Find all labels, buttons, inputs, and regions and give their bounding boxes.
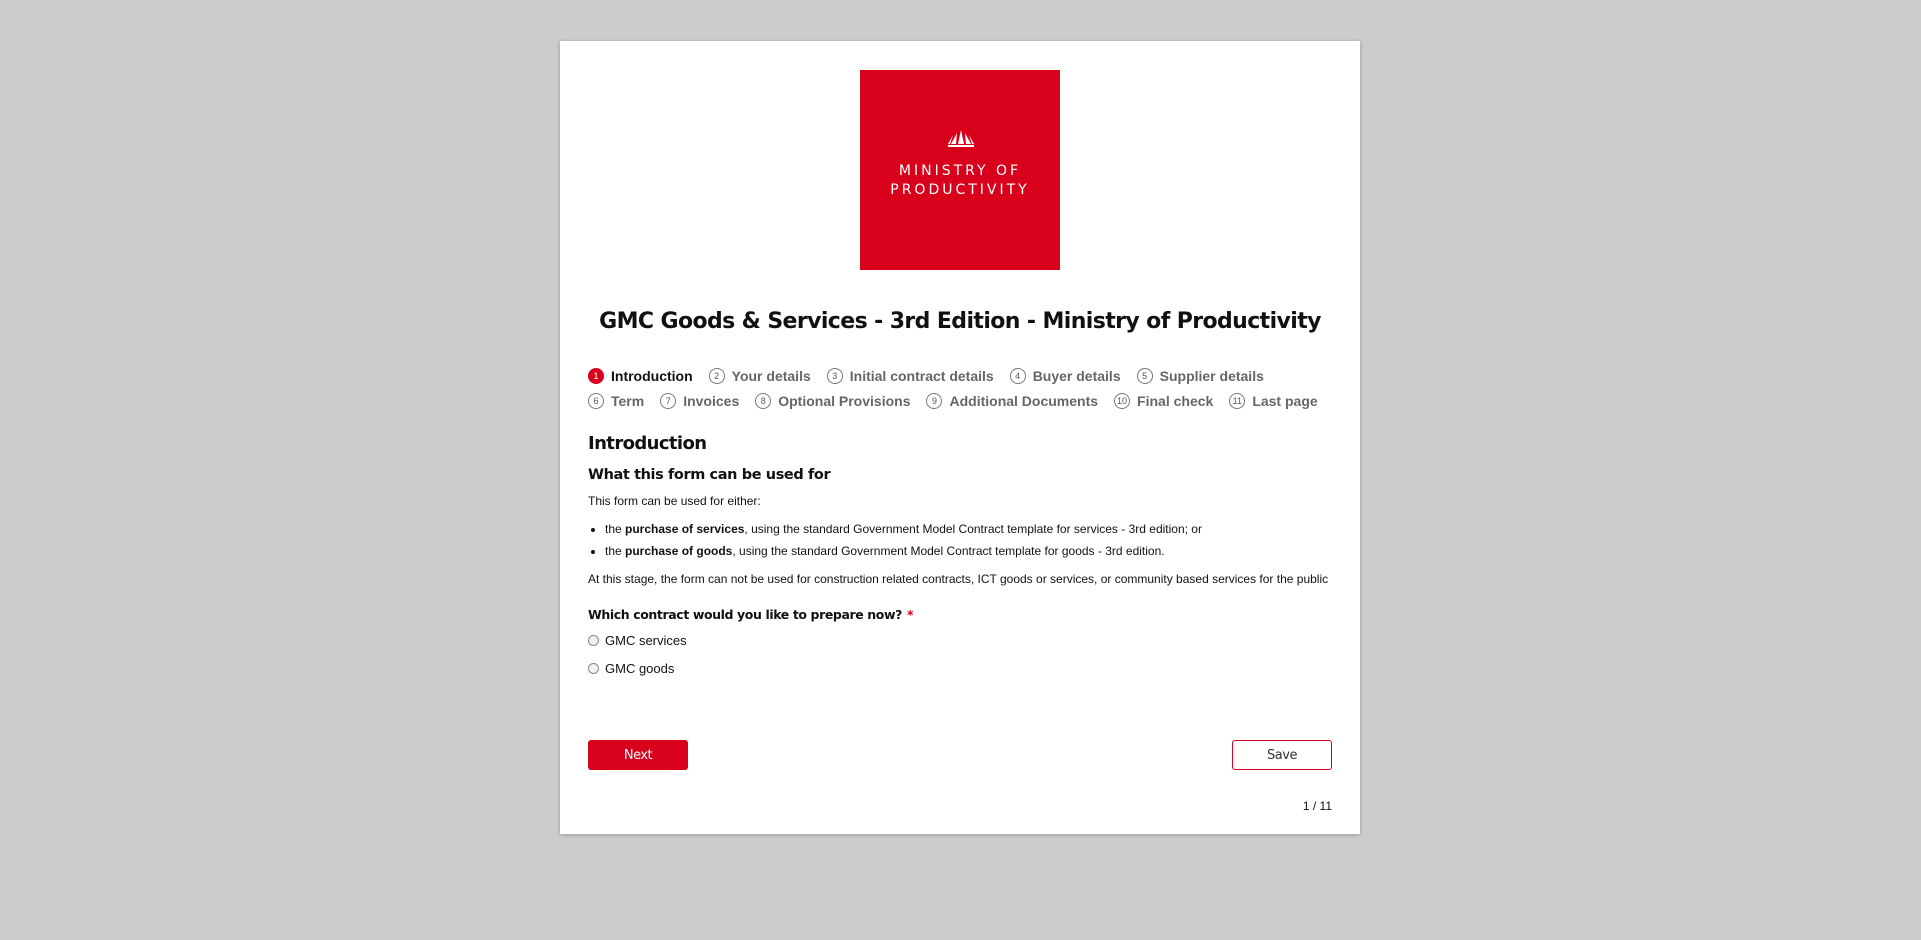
ministry-emblem-icon <box>948 130 974 150</box>
bullet-pre: the <box>605 544 626 558</box>
radio-button[interactable] <box>588 635 599 646</box>
step-introduction[interactable] <box>588 366 693 386</box>
intro-note: At this stage, the form can not be used for construction related contracts, ICT goods or services, or community based services for the public <box>588 572 1329 586</box>
step-supplier-details[interactable] <box>1137 366 1264 386</box>
option-gmc-services[interactable] <box>588 630 1338 650</box>
bullet-post: , using the standard Government Model Contract template for goods - 3rd edition. <box>732 544 1165 558</box>
step-label: Supplier details <box>1159 368 1264 384</box>
option-label[interactable]: GMC goods <box>605 660 675 676</box>
intro-lead: This form can be used for either: <box>588 494 761 508</box>
step-invoices[interactable] <box>660 391 739 411</box>
form-card <box>560 41 1360 834</box>
required-marker: * <box>907 607 914 622</box>
step-initial-contract-details[interactable] <box>827 366 994 386</box>
step-number: 9 <box>926 393 942 409</box>
step-buyer-details[interactable] <box>1010 366 1121 386</box>
step-label: Last page <box>1252 393 1318 409</box>
bullet-pre: the <box>605 522 626 536</box>
step-label: Initial contract details <box>849 368 994 384</box>
step-label: Final check <box>1137 393 1214 409</box>
section-subheading: What this form can be used for <box>588 467 831 483</box>
step-number: 3 <box>827 368 843 384</box>
question-label: Which contract would you like to prepare now? <box>588 607 902 622</box>
step-number: 4 <box>1010 368 1026 384</box>
introduction-section <box>588 433 1338 686</box>
step-number: 8 <box>755 393 771 409</box>
bullet-post: , using the standard Government Model Contract template for services - 3rd edition; or <box>744 522 1202 536</box>
step-term[interactable] <box>588 391 644 411</box>
list-item <box>605 521 1338 537</box>
step-label: Invoices <box>683 393 740 409</box>
option-label[interactable]: GMC services <box>605 632 687 648</box>
step-label: Introduction <box>611 368 693 384</box>
logo-line-2: PRODUCTIVITY <box>890 182 1030 198</box>
list-item <box>605 543 1338 559</box>
step-last-page[interactable] <box>1229 391 1317 411</box>
step-final-check[interactable] <box>1114 391 1213 411</box>
logo-text <box>860 162 1060 200</box>
step-number: 6 <box>588 393 604 409</box>
next-button[interactable]: Next <box>588 740 688 770</box>
step-number: 11 <box>1229 393 1245 409</box>
step-number: 10 <box>1114 393 1130 409</box>
step-number: 7 <box>660 393 676 409</box>
bullet-bold: purchase of services <box>625 522 745 536</box>
bullet-bold: purchase of goods <box>625 544 733 558</box>
option-gmc-goods[interactable] <box>588 658 1338 678</box>
logo-line-1: MINISTRY OF <box>898 163 1022 179</box>
save-button[interactable]: Save <box>1232 740 1332 770</box>
step-number: 2 <box>709 368 725 384</box>
step-additional-documents[interactable] <box>926 391 1098 411</box>
step-label: Optional Provisions <box>778 393 911 409</box>
step-number: 1 <box>588 368 604 384</box>
step-label: Additional Documents <box>949 393 1099 409</box>
usage-list <box>588 521 1338 559</box>
step-label: Your details <box>731 368 811 384</box>
step-label: Buyer details <box>1032 368 1121 384</box>
step-label: Term <box>611 393 645 409</box>
step-navigation <box>588 366 1348 411</box>
step-optional-provisions[interactable] <box>755 391 910 411</box>
page-indicator: 1 / 11 <box>1302 799 1332 813</box>
form-title: GMC Goods & Services - 3rd Edition - Ministry of Productivity <box>599 309 1321 334</box>
ministry-logo <box>860 70 1060 270</box>
step-your-details[interactable] <box>709 366 811 386</box>
contract-question <box>588 607 1338 622</box>
section-heading: Introduction <box>588 433 707 454</box>
radio-button[interactable] <box>588 663 599 674</box>
step-number: 5 <box>1137 368 1153 384</box>
